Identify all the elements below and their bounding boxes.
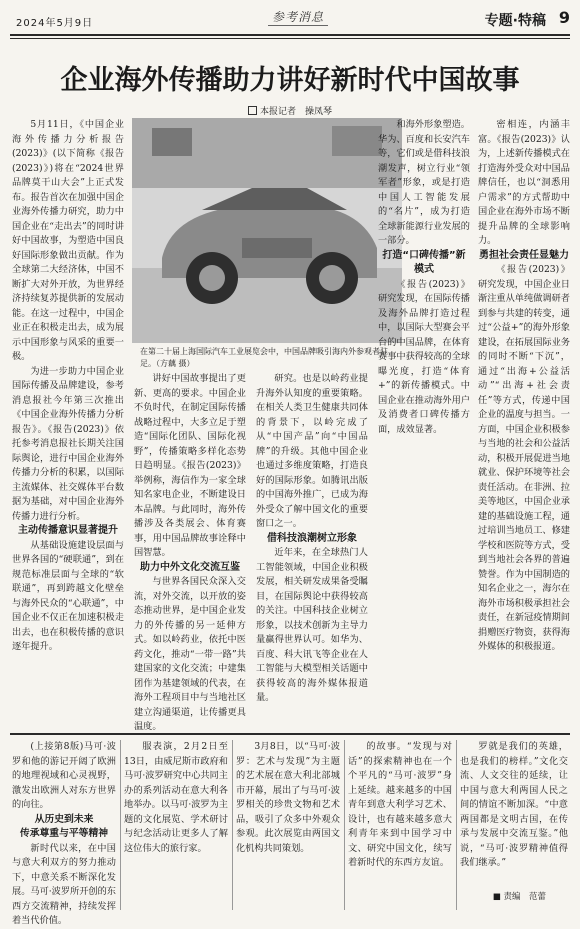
paragraph: 和海外形象塑造。华为、百度和长安汽车等，它们或是借科技浪潮发声，树立行业“领军者”形象，或是打造中国人工智能发展的“名片”，成为打造全球新能源行业发展的一部分。 (378, 119, 470, 246)
paragraph: 研究。也是以岭药业提升海外认知度的重要策略。在相关人类卫生健康共同体的背景下，以岭完成了从“中国产品”向“中国品牌”的升级。其他中国企业也通过多维度策略，打造良好的国际形象。如腾讯出版的中国海外推广，已成为海外受众了解中国文化的重要窗口之一。 (256, 373, 368, 529)
subhead: 主动传播意识显著提升 (18, 525, 118, 536)
subhead: 助力中外文化交流互鉴 (140, 561, 240, 573)
page-number: 9 (558, 8, 570, 27)
car-photo-illustration (132, 118, 402, 343)
editor-credit: ■ 责编 范蕾 (492, 892, 546, 902)
paragraph: 的故事。“发现与对话”的探索精神也在一个个平凡的“马可·波罗”身上延续。越来越多的中国青年到意大利学习艺术、设计，也有越来越多意大利青年来到中国学习中文、研究中国文化，续写着新时代的东西方友谊。 (348, 741, 452, 868)
paragraph: 新时代以来，在中国与意大利双方的努力推动下，中意关系不断深化发展。马可·波罗所开创的东西方交流精神，持续发挥着当代价值。 (12, 842, 116, 926)
article-column-4 (378, 118, 470, 728)
paragraph: 为进一步助力中国企业国际传播及品牌建设，参考消息报社今年第三次推出《中国企业海外传播力分析报告》。《报告(2023)》依托参考消息报社长期关注国际舆论，进行中国企业海外传播力分析的积累，以国际主流媒体、社交媒体平台数据为基础，对中国企业海外传播力进行分析。 (12, 365, 124, 522)
masthead-rule (10, 34, 570, 36)
paragraph: 与世界各国民众深入交流，对外交流，以开放的姿态推动世界，是中国企业发力的外传播的另一延伸方式。如以岭药业，依托中医药文化，推动“一带一路”共建国家的文化交流；中建集团作为基建领域的代表，在海外工程项目中与当地社区建立沟通渠道，让传播更具温度。 (134, 576, 246, 732)
paragraph: 服表演，2月2日至13日，由威尼斯市政府和马可·波罗研究中心共同主办的系列活动在意大利各地举办。以马可·波罗为主题的文化展览、学术研讨与纪念活动让更多人了解这位伟大的旅行家。 (124, 741, 228, 854)
headline: 企业海外传播助力讲好新时代中国故事 (60, 65, 520, 96)
column-rule (120, 740, 121, 910)
paragraph: 5月11日，《中国企业海外传播力分析报告(2023)》(以下简称《报告(2023)》)将在“2024世界品牌莫干山大会”上正式发布。报告首次在加强中国企业海外传播力研究，助力中国企业在“走出去”的同时讲好中国故事，为塑造中国良好国际形象做出贡献。作为全球第二大经济体，中国不断扩大对外开放，为世界经济持续复苏提供新的发展动能。在这一过程中，中国企业正在积极走出去，成为展示中国形象与风采的重要一极。 (12, 119, 124, 362)
byline (248, 104, 332, 117)
column-rule (344, 740, 345, 910)
column-rule (232, 740, 233, 910)
subhead: 打造“口碑传播”新模式 (382, 249, 466, 275)
paragraph: 从基础设施建设层面与世界各国的“硬联通”，到在规范标准层面与全球的“软联通”，再到跨越文化壁垒与海外民众的“心联通”，中国企业不仅正在加速积极走出去，也在积极传播的意识逐年提升。 (12, 539, 124, 652)
masthead-rule-thin (10, 38, 570, 39)
article-column-3 (256, 372, 368, 728)
paragraph: 近年来，在全球热门人工智能领域，中国企业积极发展，相关研发成果备受瞩目，在国际舆论中获得较高的关注。中国科技企业树立形象，以技术创新为主导力量赢得世界认可。如华为、百度、科大讯飞等企业在人工智能与大模型相关话题中获得较高的海外媒体报道量。 (256, 547, 368, 703)
paragraph: 《报告(2023)》研究发现，在国际传播及海外品牌打造过程中，以国际大型赛会平台的中国品牌，在体育赛事中获得较高的全球曝光度，打造“体育+”的新传播模式。中国企业在推动海外用户及消费者口碑传播方面，成效显著。 (378, 278, 470, 435)
masthead-logo: 参考消息 (268, 8, 328, 26)
section-title: 专题·特稿 (484, 13, 546, 29)
subhead: 传承尊重与平等精神 (19, 828, 109, 839)
photo-caption: 在第二十届上海国际汽车工业展览会中，中国品牌吸引海内外参观者驻足。（方藕 摄） (140, 347, 388, 368)
continued-column-2 (124, 740, 228, 908)
paragraph: 3月8日，以“马可·波罗：艺术与发现”为主题的艺术展在意大利北部城市开幕，展出了与马可·波罗相关的珍贵文物和艺术品，吸引了众多中外观众参观。此次展览由两国文化机构共同策划。 (236, 741, 340, 854)
paragraph: 罗就是我们的英雄，也是我们的榜样。”文化交流、人文交往的延续，让中国与意大利两国人民之间的情谊不断加深。“中意两国都是文明古国，在传承与发展中交流互鉴。”他说，“马可·波罗精神值得我们继承。” (460, 741, 568, 868)
section-divider (10, 733, 570, 735)
subhead: 从历史到未来 (34, 813, 94, 825)
article-column-2 (134, 372, 246, 732)
paragraph: 《报告(2023)》研究发现，中国企业日渐注重从单纯做调研者到参与共建的转变，通过“公益+”的海外形象建设，在拓展国际业务的同时不断“下沉”，通过“出海+公益活动”“出海+社会责任”等方式，传递中国企业的温度与担当。一方面，中国企业积极参与当地的社会和公益活动，积极开展促进当地就业、保护环境等社会责任活动。在非洲、拉美等地区，中国企业承建的基础设施工程，通过培训当地员工、修建学校和医院等方式，受到当地社会各界的普遍赞誉。作为中国制造的知名企业之一，海尔在海外市场积极承担社会责任，在新冠疫情期间捐赠医疗物资，获得海外媒体的积极报道。 (478, 264, 570, 652)
continued-column-4 (348, 740, 452, 908)
paragraph: 讲好中国故事提出了更新、更高的要求。中国企业不负时代，在制定国际传播战略过程中，大多立足于塑造“国际化团队、国际化视野”，传播策略多样化态势日趋明显。《报告(2023)》举例称，海信作为一家全球知名家电企业，不断建设日本品牌。与此同时，海外传播涉及各类展会、体育赛事，用中国品牌故事诠释中国智慧。 (134, 373, 246, 558)
continued-column-5 (460, 740, 568, 888)
paragraph: (上接第8版)马可·波罗和他的游记开阔了欧洲的地理视域和心灵视野，激发出欧洲人对东方世界的向往。 (12, 741, 116, 810)
paragraph: 密相连，内涵丰富。《报告(2023)》认为，上述新传播模式在打造海外受众对中国品牌信任，也以“洞悉用户需求”的方式帮助中国企业在海外市场不断提升品牌的全球影响力。 (478, 119, 570, 246)
subhead: 借科技浪潮树立形象 (267, 532, 357, 544)
article-column-1 (12, 118, 124, 728)
issue-date: 2024年5月9日 (16, 18, 94, 29)
continued-column-3 (236, 740, 340, 908)
column-rule (456, 740, 457, 910)
byline-box-icon (248, 106, 257, 115)
article-column-5 (478, 118, 570, 728)
subhead: 勇担社会责任显魅力 (479, 249, 569, 261)
continued-column-1 (12, 740, 116, 926)
auto-show-photo (132, 118, 402, 343)
byline-text: 本报记者 操凤琴 (260, 107, 333, 117)
